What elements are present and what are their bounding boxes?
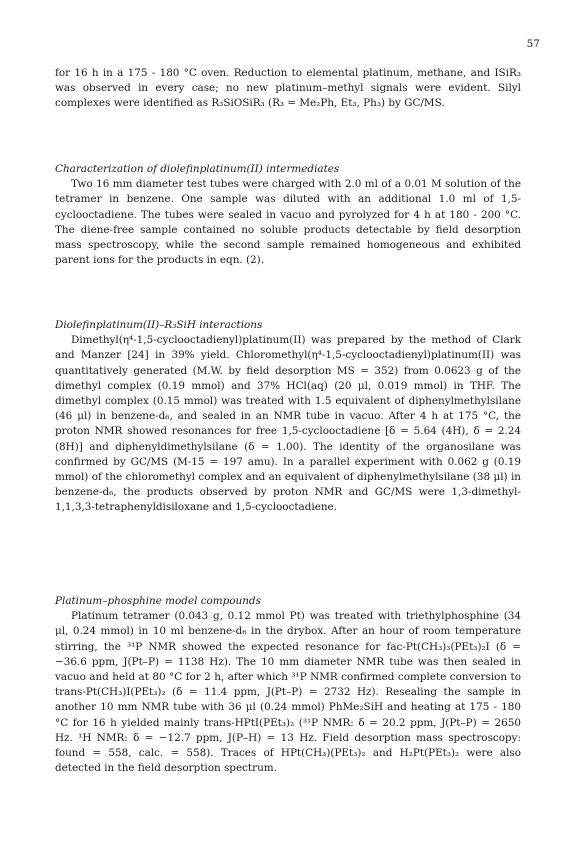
page-number: 57 (526, 38, 540, 50)
section-body: Platinum tetramer (0.043 g, 0.12 mmol Pt) was treated with triethylphosphine (34 μl, 0.24 mmol) in 10 ml benzene-d₆ in the drybox. After an hour of room temperature stirring, the ³¹P NMR showed the expected resonance for fac-Pt(CH₃)₃(PEt₃)₂I (δ = −36.6 ppm, J(Pt–P) = 1138 Hz). The 10 mm diameter NMR tube was then sealed in vacuo and held at 80 °C for 2 h, after which ³¹P NMR confirmed complete conversion to trans-Pt(CH₃)I(PEt₃)₂ (δ = 11.4 ppm, J(Pt–P) = 2732 Hz). Resealing the sample in another 10 mm NMR tube with 36 μl (0.24 mmol) PhMe₂SiH and heating at 175 - 180 °C for 16 h yielded mainly trans-HPtI(PEt₃)₂ (³¹P NMR: δ = 20.2 ppm, J(Pt–P) = 2650 Hz. ¹H NMR: δ = −12.7 ppm, J(P–H) = 13 Hz. Field desorption mass spectroscopy: found = 558, calc. = 558). Traces of HPt(CH₃)(PEt₃)₂ and H₂Pt(PEt₃)₂ were also detected in the field desorption spectrum. (55, 610, 521, 775)
intro-paragraph: for 16 h in a 175 - 180 °C oven. Reduction to elemental platinum, methane, and ISiR₃ was observed in every case; no new platinum–methyl signals were evident. Silyl complexes were identified as R₃SiOSiR₃ (R₃ = Me₂Ph, Et₃, Ph₃) by GC/MS. (55, 67, 521, 110)
section-diolefin-characterization (55, 162, 521, 268)
section-diolefin-silane-interactions (55, 318, 521, 516)
section-body: Two 16 mm diameter test tubes were charged with 2.0 ml of a 0.01 M solution of the tetramer in benzene. One sample was diluted with an additional 1.0 ml of 1,5-cyclooctadiene. The tubes were sealed in vacuo and pyrolyzed for 4 h at 180 - 200 °C. The diene-free sample contained no soluble products detectable by field desorption mass spectroscopy, while the second sample remained homogeneous and exhibited parent ions for the products in eqn. (2). (55, 178, 521, 267)
intro-paragraph-block (55, 66, 521, 112)
section-heading: Diolefinplatinum(II)–R₃SiH interactions (55, 319, 263, 331)
section-heading: Platinum–phosphine model compounds (55, 595, 261, 607)
section-heading: Characterization of diolefinplatinum(II) intermediates (55, 163, 340, 175)
section-platinum-phosphine-models (55, 594, 521, 776)
section-body: Dimethyl(η⁴-1,5-cyclooctadienyl)platinum(II) was prepared by the method of Clark and Manzer [24] in 39% yield. Chloromethyl(η⁴-1,5-cyclooctadienyl)platinum(II) was quantitatively generated (M.W. by field desorption MS = 352) from 0.0623 g of the dimethyl complex (0.19 mmol) and 37% HCl(aq) (20 μl, 0.019 mmol) in THF. The dimethyl complex (0.15 mmol) was treated with 1.5 equivalent of diphenylmethylsilane (46 μl) in benzene-d₆, and sealed in an NMR tube in vacuo. After 4 h at 175 °C, the proton NMR showed resonances for free 1,5-cyclooctadiene [δ = 5.64 (4H), δ = 2.24 (8H)] and diphenyldimethylsilane (δ = 1.00). The identity of the organosilane was confirmed by GC/MS (M-15 = 197 amu). In a parallel experiment with 0.062 g (0.19 mmol) of the chloromethyl complex and an equivalent of diphenylmethylsilane (38 μl) in benzene-d₆, the products observed by proton NMR and GC/MS were 1,3-dimethyl-1,1,3,3-tetraphenyldisiloxane and 1,5-cyclooctadiene. (55, 334, 521, 514)
